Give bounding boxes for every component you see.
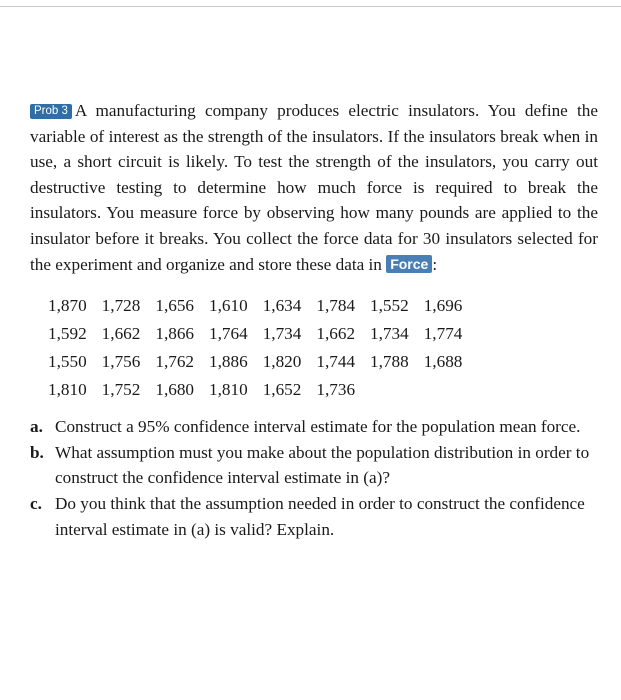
question-list <box>30 414 598 542</box>
table-cell: 1,734 <box>370 324 409 344</box>
table-cell: 1,734 <box>262 324 302 344</box>
table-cell <box>370 376 424 404</box>
table-cell: 1,550 <box>48 352 87 372</box>
problem-block <box>30 98 598 542</box>
intro-colon: : <box>432 254 438 274</box>
table-cell: 1,610 <box>209 296 248 316</box>
table-cell: 1,870 <box>48 296 87 316</box>
question-letter: b. <box>30 442 44 462</box>
table-cell: 1,696 <box>423 296 463 316</box>
table-cell: 1,866 <box>155 324 195 344</box>
table-cell: 1,810 <box>209 380 248 400</box>
table-cell: 1,752 <box>101 380 141 400</box>
question-letter: c. <box>30 493 42 513</box>
table-row <box>48 292 477 320</box>
question-item <box>30 414 598 440</box>
question-text: Do you think that the assumption needed in order to construct the confidence interval estimate in (a) is valid? Explain. <box>55 493 585 539</box>
table-cell: 1,688 <box>423 352 463 372</box>
table-cell: 1,736 <box>316 380 356 400</box>
problem-intro-text: A manufacturing company produces electric insulators. You define the variable of interest as the strength of the insulators. If the insulators break when in use, a short circuit is likely. To test the strength of the insulators, you carry out destructive testing to determine how much force is required to break the insulators. You measure force by observing how many pounds are applied to the insulator before it breaks. You collect the force data for 30 insulators selected for the experiment and organize and store these data in <box>30 101 598 274</box>
problem-number-badge[interactable]: Prob 3 <box>30 104 72 119</box>
question-item <box>30 491 598 542</box>
table-cell: 1,788 <box>370 352 409 372</box>
table-row <box>48 348 477 376</box>
top-divider <box>0 6 621 7</box>
table-cell: 1,656 <box>155 296 195 316</box>
table-cell: 1,774 <box>423 324 463 344</box>
table-cell: 1,764 <box>209 324 248 344</box>
table-cell: 1,652 <box>262 380 302 400</box>
table-cell: 1,662 <box>316 324 356 344</box>
table-cell: 1,728 <box>101 296 141 316</box>
table-row <box>48 320 477 348</box>
table-cell: 1,744 <box>316 352 356 372</box>
table-cell: 1,820 <box>262 352 302 372</box>
table-cell: 1,762 <box>155 352 195 372</box>
table-cell: 1,810 <box>48 380 87 400</box>
force-data-table <box>48 292 477 404</box>
question-text: What assumption must you make about the population distribution in order to construct the confidence interval estimate in (a)? <box>55 442 590 488</box>
problem-intro <box>30 98 598 277</box>
table-cell: 1,784 <box>316 296 356 316</box>
question-text: Construct a 95% confidence interval estimate for the population mean force. <box>55 417 581 437</box>
question-letter: a. <box>30 417 43 437</box>
table-cell: 1,592 <box>48 324 87 344</box>
data-file-link[interactable]: Force <box>386 255 432 273</box>
table-cell <box>424 376 478 404</box>
table-cell: 1,680 <box>155 380 195 400</box>
table-cell: 1,886 <box>209 352 248 372</box>
table-cell: 1,662 <box>101 324 141 344</box>
table-row <box>48 376 477 404</box>
question-item <box>30 440 598 491</box>
table-cell: 1,634 <box>262 296 302 316</box>
table-cell: 1,552 <box>370 296 409 316</box>
table-cell: 1,756 <box>101 352 141 372</box>
